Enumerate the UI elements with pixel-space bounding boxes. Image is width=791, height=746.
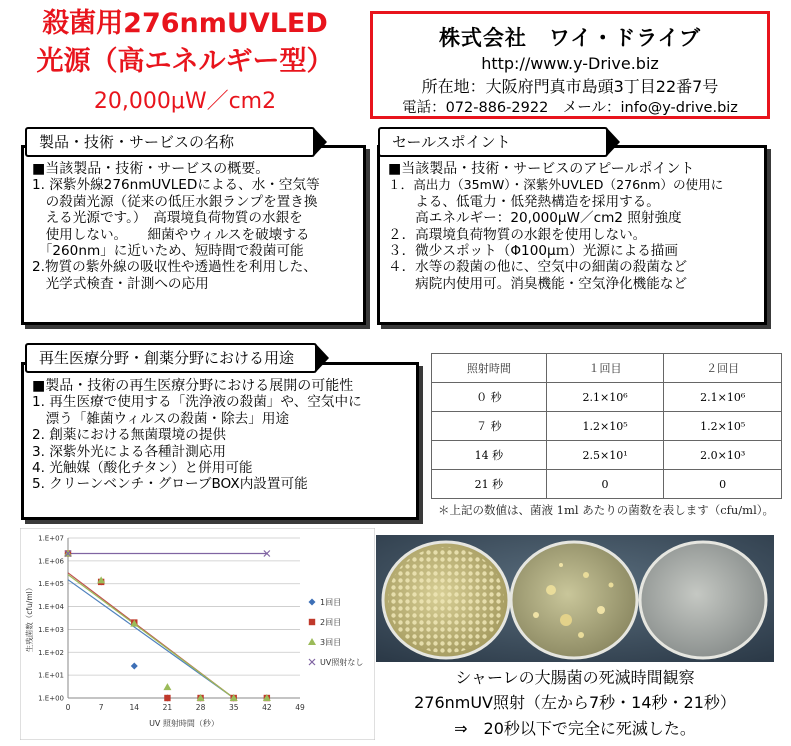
- x-tick-label: 14: [129, 703, 140, 712]
- x-tick-label: 35: [228, 703, 239, 712]
- y-tick-label: 1.E+02: [38, 648, 64, 657]
- sales-line: ■当該製品・技術・サービスのアピールポイント: [388, 161, 695, 177]
- table-header-row: [432, 354, 782, 383]
- table-row: [432, 470, 782, 499]
- medical-line: ■製品・技術の再生医療分野における展開の可能性: [32, 378, 354, 394]
- table-cell: 2.0×10³: [664, 441, 782, 470]
- colony: [609, 583, 614, 588]
- product-line: 「260nm」に近いため、短時間で殺菌可能: [32, 243, 304, 260]
- y-tick-label: 1.E+01: [38, 671, 64, 680]
- medical-section-box: [21, 362, 419, 520]
- product-line: 光学式検査・計測への応用: [32, 275, 209, 292]
- sales-line: よる、低電力・低発熱構造を採用する。: [388, 193, 660, 210]
- medical-line: 5. クリーンベンチ・グローブBOX内設置可能: [32, 476, 308, 493]
- y-tick-label: 1.E+07: [38, 534, 64, 543]
- x-tick-label: 21: [162, 703, 173, 712]
- table-cell: 1.2×10⁵: [546, 412, 664, 441]
- colony: [546, 585, 556, 595]
- bacteria-count-table: [431, 353, 782, 499]
- sales-section-box: [377, 145, 767, 325]
- company-name: 株式会社 ワイ・ドライブ: [438, 26, 702, 50]
- table-cell: 2.5×10¹: [546, 441, 664, 470]
- table-cell: 2.1×10⁶: [546, 383, 664, 412]
- petri-dish-photo: [376, 535, 774, 662]
- petri-dish-21s: [640, 542, 766, 658]
- table-note: ＊上記の数値は、菌液 1ml あたりの菌数を表します（cfu/ml）。: [438, 503, 775, 517]
- data-point: [309, 619, 315, 625]
- x-tick-label: 28: [195, 703, 206, 712]
- product-line: 2.物質の紫外線の吸収性や透過性を利用した、: [32, 259, 317, 276]
- product-line: 使用しない。 細菌やウィルスを破壊する: [32, 226, 310, 243]
- sales-line: １．高出力（35mW）・深紫外UVLED（276nm）の使用に: [388, 177, 724, 193]
- medical-line: 漂う「雑菌ウィルスの殺菌・除去」用途: [32, 410, 290, 427]
- y-axis-title: 生残菌数（cfu/ml）: [25, 583, 34, 653]
- table-row: [432, 412, 782, 441]
- table-cell: 1.2×10⁵: [664, 412, 782, 441]
- medical-line: 1. 再生医療で使用する「洗浄液の殺菌」や、空気中に: [32, 394, 362, 411]
- sales-section-tab: セールスポイント: [378, 127, 608, 157]
- photo-caption-conditions: 276nmUV照射（左から7秒・14秒・21秒）: [414, 693, 736, 712]
- sales-line: ３．微少スポット（Φ100μｍ）光源による描画: [388, 243, 678, 260]
- x-axis-title: UV 照射時間（秒）: [149, 719, 219, 728]
- photo-caption-title: シャーレの大腸菌の死滅時間観察: [455, 668, 695, 687]
- colony: [597, 606, 605, 614]
- table-header: 照射時間: [432, 354, 547, 383]
- company-contact: 電話：072-886-2922 メール：info@y-drive.biz: [402, 100, 738, 116]
- colony: [583, 572, 589, 578]
- sales-line: ２．高環境負荷物質の水銀を使用しない。: [388, 226, 647, 243]
- legend-label: 1回目: [320, 598, 342, 607]
- survival-chart: [20, 528, 375, 740]
- medical-line: 4. 光触媒（酸化チタン）と併用可能: [32, 460, 253, 477]
- legend-label: 2回目: [320, 618, 342, 627]
- title-intensity: 20,000μW／cm2: [93, 89, 277, 114]
- company-url[interactable]: http://www.y-Drive.biz: [481, 54, 659, 73]
- x-tick-label: 42: [262, 703, 272, 712]
- product-section-box: [21, 145, 366, 325]
- sales-line: 病院内使用可。消臭機能・空気浄化機能など: [388, 275, 688, 292]
- title-line-2: 光源（高エネルギー型）: [36, 46, 334, 77]
- table-cell: 2.1×10⁶: [664, 383, 782, 412]
- table-row: [432, 383, 782, 412]
- colony: [559, 563, 563, 567]
- x-tick-label: 7: [98, 703, 104, 712]
- table-header: ２回目: [664, 354, 782, 383]
- legend-label: UV照射なし: [320, 658, 364, 667]
- colony: [560, 614, 572, 626]
- x-tick-label: 0: [65, 703, 71, 712]
- legend-label: 3回目: [320, 638, 342, 647]
- sales-line: ４．水等の殺菌の他に、空気中の細菌の殺菌など: [388, 259, 688, 276]
- y-tick-label: 1.E+06: [38, 557, 64, 566]
- y-tick-label: 1.E+05: [38, 580, 64, 589]
- product-line: ■当該製品・技術・サービスの概要。: [32, 161, 270, 177]
- sales-line: 高エネルギー：20,000μW／cm2 照射強度: [388, 210, 682, 227]
- table-cell: ７ 秒: [432, 412, 547, 441]
- product-section-tab: 製品・技術・サービスの名称: [25, 127, 315, 157]
- y-tick-label: 1.E+04: [38, 603, 64, 612]
- company-info-box: [370, 11, 770, 119]
- table-cell: 0: [664, 470, 782, 499]
- medical-line: 3. 深紫外光による各種計測応用: [32, 443, 227, 460]
- table-cell: 14 秒: [432, 441, 547, 470]
- y-tick-label: 1.E+00: [38, 694, 64, 703]
- table-cell: 21 秒: [432, 470, 547, 499]
- title-line-1: 殺菌用276nmUVLED: [42, 8, 328, 39]
- product-line: える光源です。） 高環境負荷物質の水銀を: [32, 210, 303, 227]
- y-tick-label: 1.E+03: [38, 625, 64, 634]
- table-header: １回目: [546, 354, 664, 383]
- photo-caption-result: ⇒ 20秒以下で完全に死滅した。: [454, 719, 696, 738]
- data-point: [164, 695, 170, 701]
- colony-cluster: [388, 547, 504, 653]
- petri-dish-14s: [511, 542, 637, 658]
- table-cell: 0: [546, 470, 664, 499]
- medical-section-tab: 再生医療分野・創薬分野における用途: [25, 343, 317, 373]
- table-row: [432, 441, 782, 470]
- colony: [533, 612, 539, 618]
- table-cell: ０ 秒: [432, 383, 547, 412]
- product-line: の殺菌光源（従来の低圧水銀ランプを置き換: [32, 193, 318, 210]
- company-address: 所在地：大阪府門真市島頭3丁目22番7号: [421, 77, 719, 96]
- x-tick-label: 49: [295, 703, 305, 712]
- product-line: 1. 深紫外線276nmUVLEDによる、水・空気等: [32, 177, 320, 194]
- colony: [578, 632, 584, 638]
- medical-line: 2. 創薬における無菌環境の提供: [32, 427, 227, 444]
